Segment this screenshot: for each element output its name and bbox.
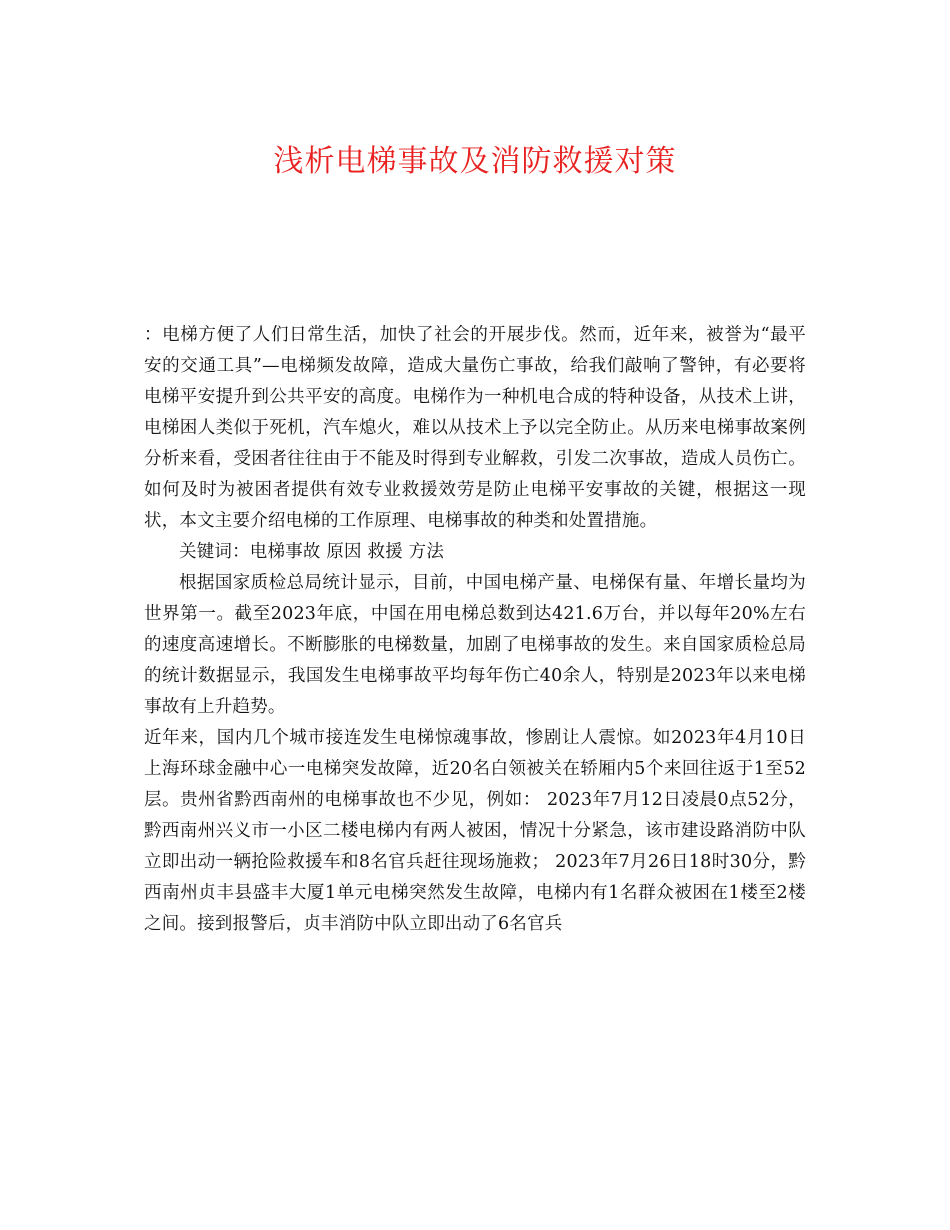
keywords-line: 关键词：电梯事故 原因 救援 方法 xyxy=(179,542,445,562)
body-paragraph-statistics: 根据国家质检总局统计显示，目前，中国电梯产量、电梯保有量、年增长量均为世界第一。截至2023年底，中国在用电梯总数到达421.6万台，并以每年20%左右的速度高速增长。不断膨胀的电梯数量，加剧了电梯事故的发生。来自国家质检总局的统计数据显示，我国发生电梯事故平均每年伤亡40余人，特别是2023年以来电梯事故有上升趋势。 xyxy=(144,573,806,717)
abstract-paragraph: ：电梯方便了人们日常生活，加快了社会的开展步伐。然而，近年来，被誉为“最平安的交通工具”—电梯频发故障，造成大量伤亡事故，给我们敲响了警钟，有必要将电梯平安提升到公共平安的高度。电梯作为一种机电合成的特种设备，从技术上讲，电梯困人类似于死机，汽车熄火，难以从技术上予以完全防止。从历来电梯事故案例分析来看，受困者往往由于不能及时得到专业解救，引发二次事故，造成人员伤亡。如何及时为被困者提供有效专业救援效劳是防止电梯平安事故的关键，根据这一现状，本文主要介绍电梯的工作原理、电梯事故的种类和处置措施。 xyxy=(144,325,806,531)
body-paragraph-incidents: 近年来，国内几个城市接连发生电梯惊魂事故，惨剧让人震惊。如2023年4月10日上海环球金融中心一电梯突发故障，近20名白领被关在轿厢内5个来回往返于1至52层。贵州省黔西南州的电梯事故也不少见，例如： 2023年7月12日凌晨0点52分，黔西南州兴义市一小区二楼电梯内有两人被困，情况十分紧急，该市建设路消防中队立即出动一辆抢险救援车和8名官兵赶往现场施救； 2023年7月26日18时30分，黔西南州贞丰县盛丰大厦1单元电梯突然发生故障，电梯内有1名群众被困在1楼至2楼之间。接到报警后，贞丰消防中队立即出动了6名官兵 xyxy=(144,728,806,934)
document-body xyxy=(144,320,806,940)
document-title: 浅析电梯事故及消防救援对策 xyxy=(273,144,677,179)
